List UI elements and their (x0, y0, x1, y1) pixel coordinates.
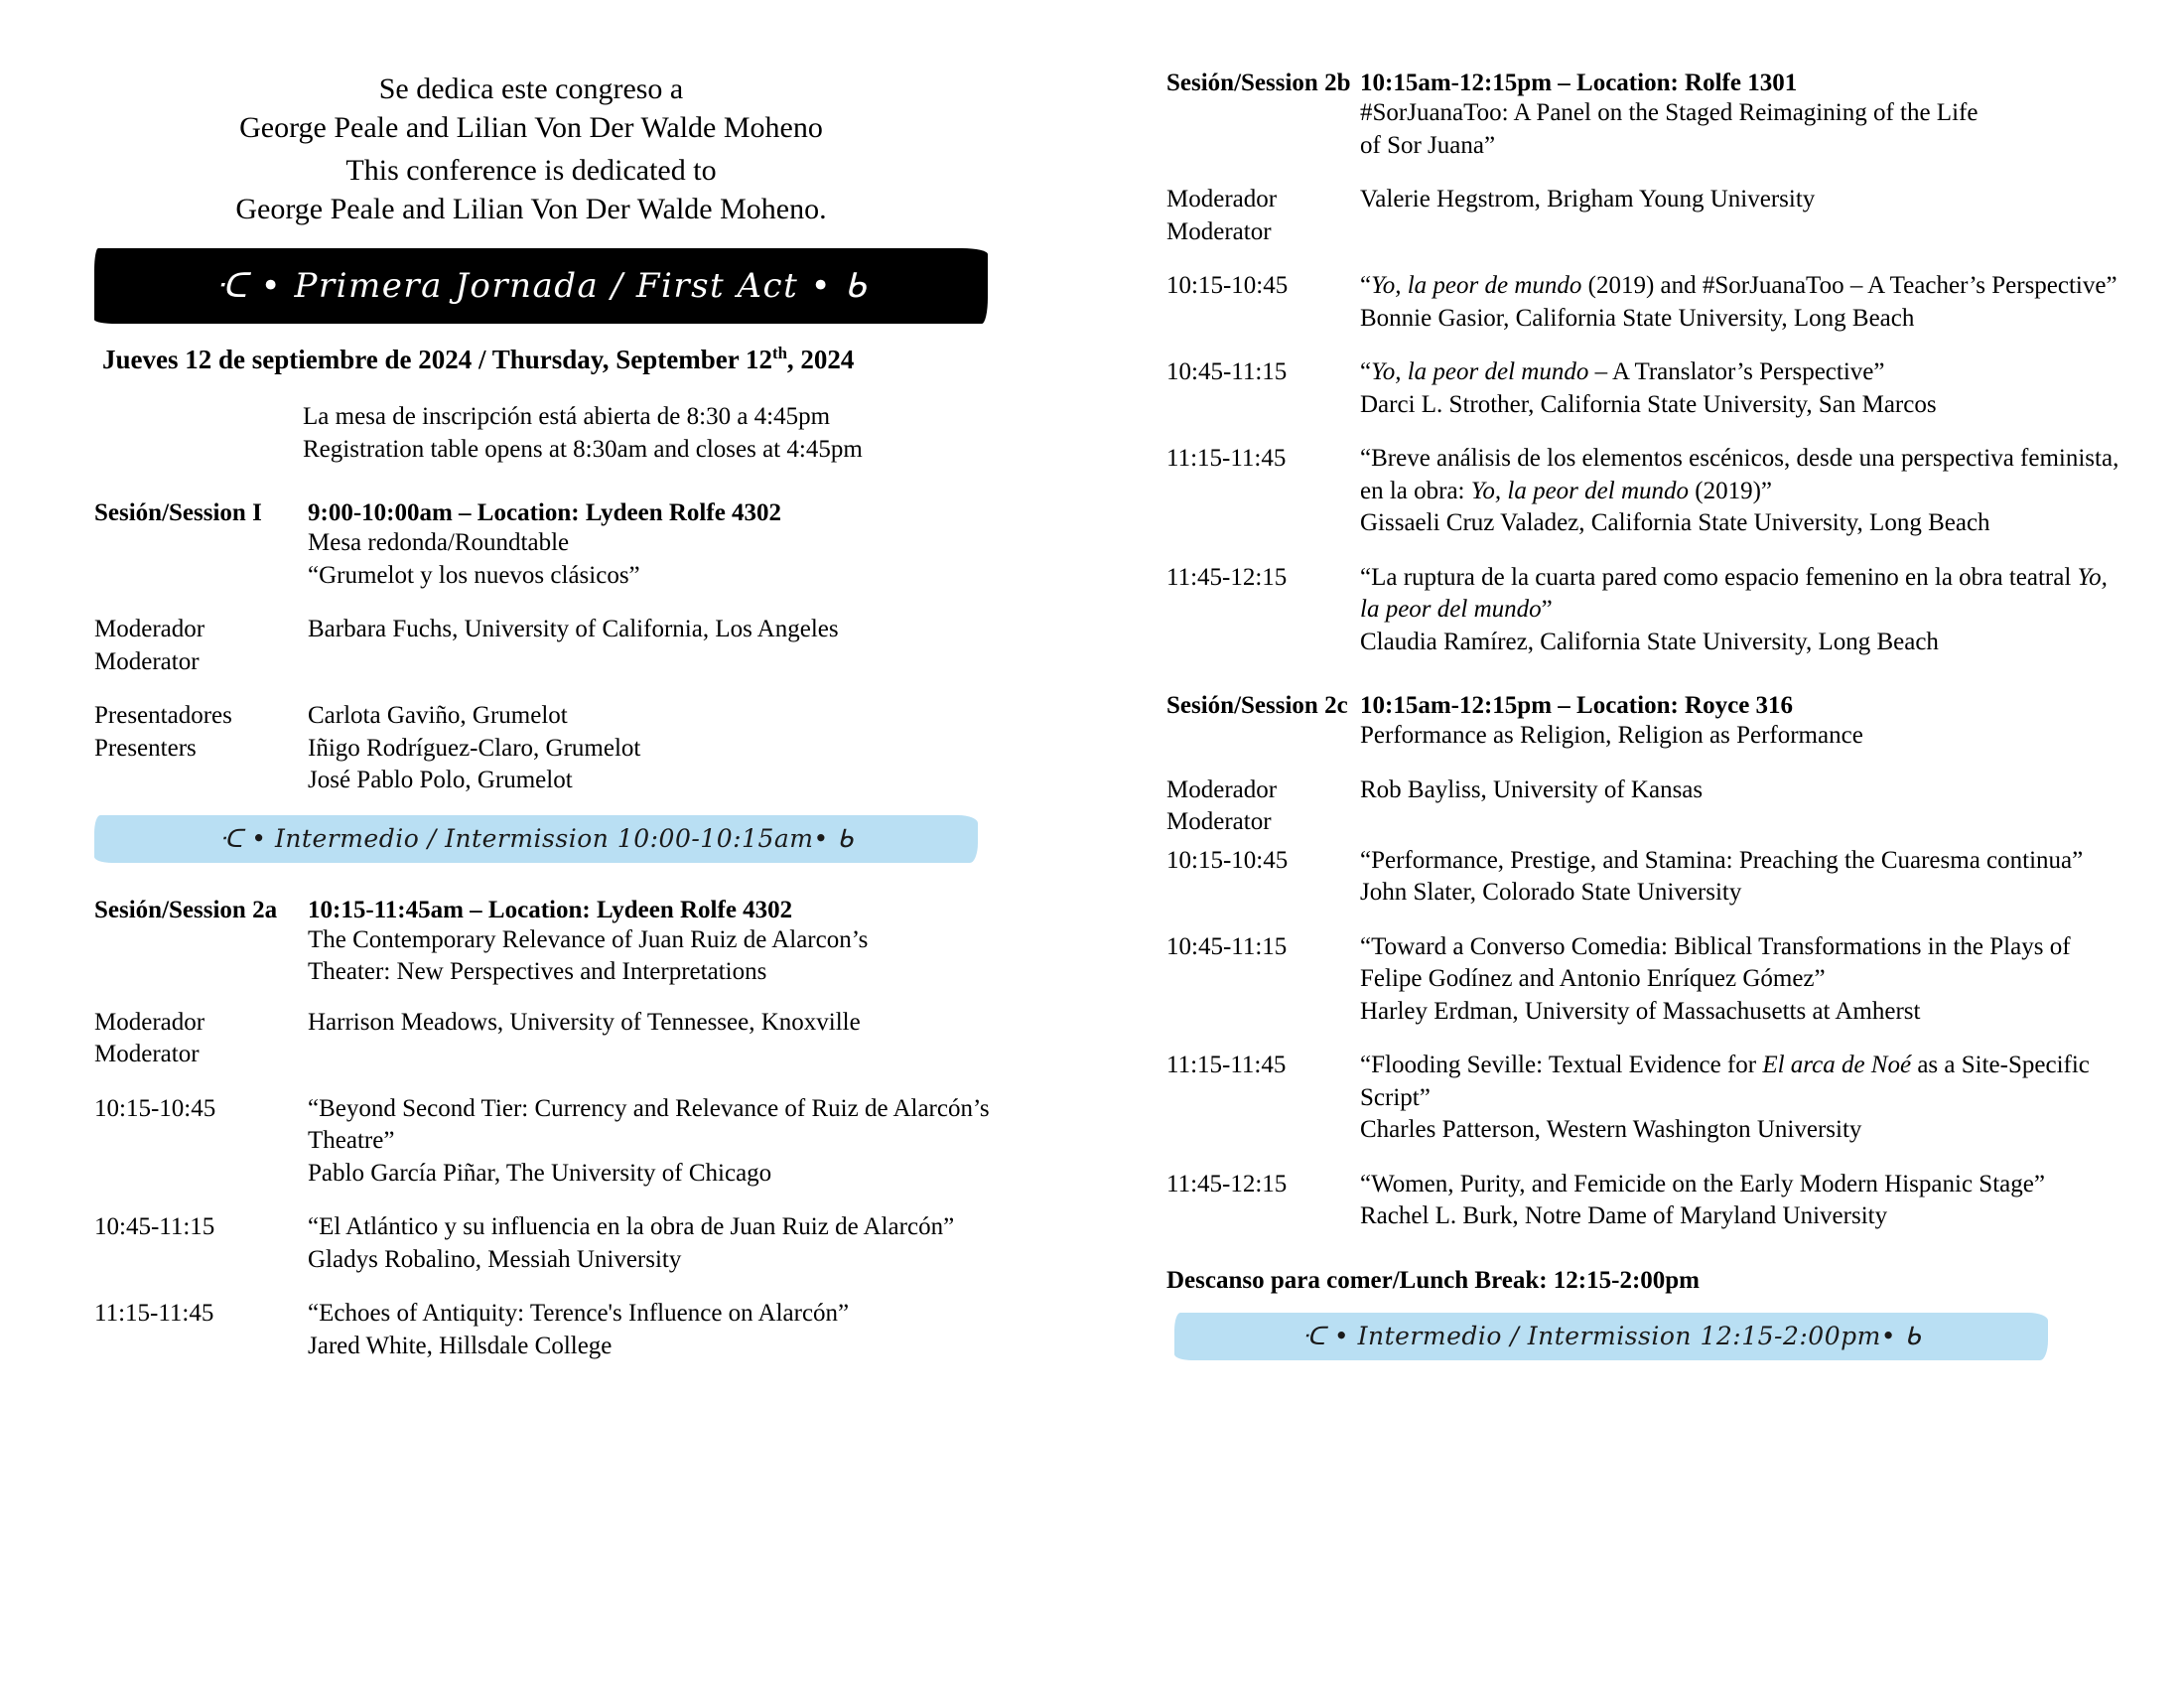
session-2c-heading (1166, 692, 2119, 720)
session-2b-paper-2 (1166, 356, 2119, 421)
session-2c-paper-1-author: John Slater, Colorado State University (1360, 879, 1742, 906)
session-2c-paper-3-title-pre: “Flooding Seville: Textual Evidence for (1360, 1052, 1763, 1078)
session-2b-paper-3-body (1360, 443, 2119, 540)
day-heading-prefix: Jueves 12 de septiembre de 2024 / Thursday, September 12 (102, 345, 773, 374)
session-2c-paper-3-body (1360, 1050, 2119, 1147)
session-1-presenter-1: Carlota Gaviño, Grumelot (308, 702, 568, 729)
session-1-moderator-key-en: Moderator (94, 647, 200, 675)
session-2a-time-location: 10:15-11:45am – Location: Lydeen Rolfe 4302 (308, 896, 793, 923)
first-act-banner (94, 248, 988, 324)
session-2b-paper-1-title-italic: Yo, la peor de mundo (1371, 272, 1582, 299)
session-2c-paper-4 (1166, 1169, 2119, 1233)
session-2a-paper-1-title: “Beyond Second Tier: Currency and Relevance of Ruiz de Alarcón’s Theatre” (308, 1094, 990, 1154)
session-2a-paper-3 (94, 1298, 1047, 1362)
dedication-line-1: Se dedica este congreso a (378, 72, 684, 105)
session-1-moderator-row (94, 614, 1047, 678)
session-2b-paper-2-time: 10:45-11:15 (1166, 358, 1288, 385)
intermission-banner-1 (94, 815, 978, 863)
session-1-title-line-1: Mesa redonda/Roundtable (308, 529, 570, 556)
session-2a-paper-3-time: 11:15-11:45 (94, 1300, 214, 1327)
session-2c-paper-3-author: Charles Patterson, Western Washington University (1360, 1116, 1862, 1143)
day-heading-ordinal: th (772, 344, 787, 362)
session-2b-paper-1-author: Bonnie Gasior, California State University, Long Beach (1360, 304, 1915, 332)
session-2c-moderator-key-es: Moderador (1166, 775, 1278, 803)
session-2b-moderator-row (1166, 184, 2119, 248)
session-2a-paper-1-body (308, 1093, 1047, 1191)
session-2b-paper-1 (1166, 270, 2119, 335)
registration-block (94, 401, 1047, 466)
session-1-title-line-2: “Grumelot y los nuevos clásicos” (308, 561, 640, 589)
session-1-presenters-value (308, 700, 1047, 797)
session-2a-moderator-key-es: Moderador (94, 1008, 205, 1036)
session-2c-paper-3-time: 11:15-11:45 (1166, 1052, 1287, 1078)
session-2b-paper-3 (1166, 443, 2119, 540)
session-2c-moderator-row (1166, 774, 2119, 839)
session-2b-paper-3-title-pre: “Breve análisis de los elementos escénicos, desde una perspectiva feminista, en la obra: (1360, 445, 2119, 504)
session-2a-paper-2-body (308, 1211, 1047, 1276)
left-column (94, 70, 1047, 1362)
session-1-presenters-key-en: Presenters (94, 734, 197, 762)
session-2c-paper-4-author: Rachel L. Burk, Notre Dame of Maryland University (1360, 1202, 1888, 1229)
session-2c-paper-2-author: Harley Erdman, University of Massachusetts at Amherst (1360, 997, 1921, 1025)
session-2a-paper-2-title: “El Atlántico y su influencia en la obra de Juan Ruiz de Alarcón” (308, 1213, 955, 1240)
session-2c-paper-1-time: 10:15-10:45 (1166, 846, 1289, 874)
session-2a-paper-1-time: 10:15-10:45 (94, 1094, 216, 1122)
session-2b-paper-4-title-italic: Yo, la peor del mundo (1360, 563, 2108, 623)
session-2c-moderator-value: Rob Bayliss, University of Kansas (1360, 775, 1704, 803)
session-2b-paper-1-title-pre: “ (1360, 272, 1372, 299)
session-2b-paper-3-author: Gissaeli Cruz Valadez, California State University, Long Beach (1360, 509, 1990, 536)
registration-line-en: Registration table opens at 8:30am and closes at 4:45pm (303, 435, 863, 463)
session-2b-heading (1166, 70, 2119, 97)
dedication-line-4: George Peale and Lilian Von Der Walde Moheno. (235, 193, 827, 225)
session-2c-paper-2-body (1360, 931, 2119, 1029)
session-2b-paper-4-time: 11:45-12:15 (1166, 563, 1288, 591)
session-2b-paper-3-title-italic: Yo, la peor del mundo (1470, 477, 1689, 504)
session-2a-moderator-key-en: Moderator (94, 1041, 200, 1067)
day-heading-suffix: , 2024 (786, 345, 855, 374)
session-1-heading (94, 499, 1047, 527)
lunch-break-heading: Descanso para comer/Lunch Break: 12:15-2:00pm (1166, 1266, 1700, 1294)
session-2a-moderator-row (94, 1007, 1047, 1071)
session-2b-paper-1-title-post: (2019) and #SorJuanaToo – A Teacher’s Perspective” (1581, 272, 2117, 299)
session-2a-paper-3-body (308, 1298, 1047, 1362)
session-2a-moderator-key (94, 1007, 308, 1071)
session-2b-paper-4-title-pre: “La ruptura de la cuarta pared como espacio femenino en la obra teatral (1360, 563, 2078, 591)
session-2b-paper-4-title-post: ” (1541, 596, 1553, 623)
session-2c-paper-1-title-pre: “Performance, Prestige, and Stamina: Preaching the Cuaresma continua” (1360, 846, 2084, 874)
session-1-presenter-3: José Pablo Polo, Grumelot (308, 767, 573, 793)
session-2b-moderator-key-en: Moderator (1166, 217, 1272, 245)
session-1-presenters-key-es: Presentadores (94, 702, 232, 729)
session-2c-label: Sesión/Session 2c (1166, 692, 1348, 719)
session-2b-paper-4-author: Claudia Ramírez, California State University, Long Beach (1360, 628, 1939, 655)
session-2a-label: Sesión/Session 2a (94, 896, 278, 923)
day-heading (94, 344, 1047, 375)
session-2c-title-line-1: Performance as Religion, Religion as Performance (1360, 722, 1863, 749)
session-1-moderator-value: Barbara Fuchs, University of California, Los Angeles (308, 616, 839, 642)
dedication-block (94, 70, 968, 228)
session-2b-paper-2-author: Darci L. Strother, California State University, San Marcos (1360, 390, 1937, 418)
session-2b-moderator-key-es: Moderador (1166, 186, 1278, 212)
session-2b-paper-2-title-pre: “ (1360, 358, 1372, 385)
session-2c-time-location: 10:15am-12:15pm – Location: Royce 316 (1360, 692, 1794, 719)
session-2a-title-line-1: The Contemporary Relevance of Juan Ruiz de Alarcon’s (308, 925, 869, 953)
session-2a-title-line-2: Theater: New Perspectives and Interpretations (308, 958, 767, 985)
session-2c-paper-4-body (1360, 1169, 2119, 1233)
session-2b-time-location: 10:15am-12:15pm – Location: Rolfe 1301 (1360, 70, 1798, 96)
session-2a-paper-2-author: Gladys Robalino, Messiah University (308, 1245, 682, 1273)
session-1-presenters-key (94, 700, 308, 797)
session-2b-paper-2-title-post: – A Translator’s Perspective” (1588, 358, 1885, 385)
intermission-banner-1-label: ᑡ • Intermedio / Intermission 10:00-10:15am• ᑲ (218, 824, 854, 853)
session-2b-moderator-value: Valerie Hegstrom, Brigham Young University (1360, 186, 1816, 212)
session-2b-title-line-2: of Sor Juana” (1360, 131, 1496, 159)
session-2c-moderator-key-en: Moderator (1166, 808, 1272, 835)
session-2b-paper-4 (1166, 562, 2119, 659)
session-2a-paper-1 (94, 1093, 1047, 1191)
session-2a-paper-3-title: “Echoes of Antiquity: Terence's Influence on Alarcón” (308, 1300, 850, 1327)
session-2c-paper-4-title-pre: “Women, Purity, and Femicide on the Early Modern Hispanic Stage” (1360, 1170, 2045, 1197)
session-2a-heading (94, 897, 1047, 924)
session-2b-paper-3-title-post: (2019)” (1689, 477, 1772, 504)
session-2b-title-line-1: #SorJuanaToo: A Panel on the Staged Reimagining of the Life (1360, 99, 1979, 126)
session-2b-paper-2-body (1360, 356, 2119, 421)
session-2c-paper-2-time: 10:45-11:15 (1166, 932, 1288, 960)
session-2b-paper-2-title-italic: Yo, la peor del mundo (1371, 358, 1589, 385)
session-2b-label: Sesión/Session 2b (1166, 70, 1351, 96)
right-column (1166, 70, 2119, 1378)
session-2a-paper-1-author: Pablo García Piñar, The University of Chicago (308, 1159, 772, 1187)
session-1-moderator-key-es: Moderador (94, 616, 205, 642)
session-2b-moderator-key (1166, 184, 1360, 248)
session-2c-paper-3-title-italic: El arca de Noé (1762, 1052, 1912, 1078)
intermission-banner-2 (1174, 1313, 2048, 1360)
session-1-moderator-key (94, 614, 308, 678)
dedication-line-3: This conference is dedicated to (345, 154, 717, 187)
session-2c-paper-1 (1166, 845, 2119, 910)
session-1-presenter-2: Iñigo Rodríguez-Claro, Grumelot (308, 734, 641, 762)
session-1-time-location: 9:00-10:00am – Location: Lydeen Rolfe 4302 (308, 499, 782, 526)
session-2c-paper-3-title-post: as a Site-Specific Script” (1360, 1052, 2090, 1111)
intermission-banner-2-label: ᑡ • Intermedio / Intermission 12:15-2:00pm• ᑲ (1301, 1322, 1921, 1350)
session-2b-paper-1-time: 10:15-10:45 (1166, 272, 1289, 299)
session-2a-moderator-value: Harrison Meadows, University of Tennessee, Knoxville (308, 1008, 861, 1036)
session-2c-moderator-key (1166, 774, 1360, 839)
session-2c-paper-4-time: 11:45-12:15 (1166, 1170, 1288, 1197)
session-2c-paper-2 (1166, 931, 2119, 1029)
session-2c-paper-1-body (1360, 845, 2119, 910)
session-2b-paper-4-body (1360, 562, 2119, 659)
session-2a-paper-3-author: Jared White, Hillsdale College (308, 1332, 613, 1359)
session-2b-paper-3-time: 11:15-11:45 (1166, 445, 1287, 472)
first-act-banner-label: ᑡ • Primera Jornada / First Act • ᑲ (214, 266, 868, 306)
session-1-label: Sesión/Session I (94, 499, 262, 526)
session-2b-paper-1-body (1360, 270, 2119, 335)
dedication-line-2: George Peale and Lilian Von Der Walde Moheno (239, 111, 823, 144)
session-2c-paper-3 (1166, 1050, 2119, 1147)
session-2a-paper-2 (94, 1211, 1047, 1276)
session-2c-paper-2-title-pre: “Toward a Converso Comedia: Biblical Transformations in the Plays of Felipe Godínez and Antonio Enríquez Gómez” (1360, 932, 2071, 992)
session-1-presenters-row (94, 700, 1047, 797)
registration-line-es: La mesa de inscripción está abierta de 8:30 a 4:45pm (303, 403, 831, 430)
session-2a-paper-2-time: 10:45-11:15 (94, 1213, 215, 1240)
